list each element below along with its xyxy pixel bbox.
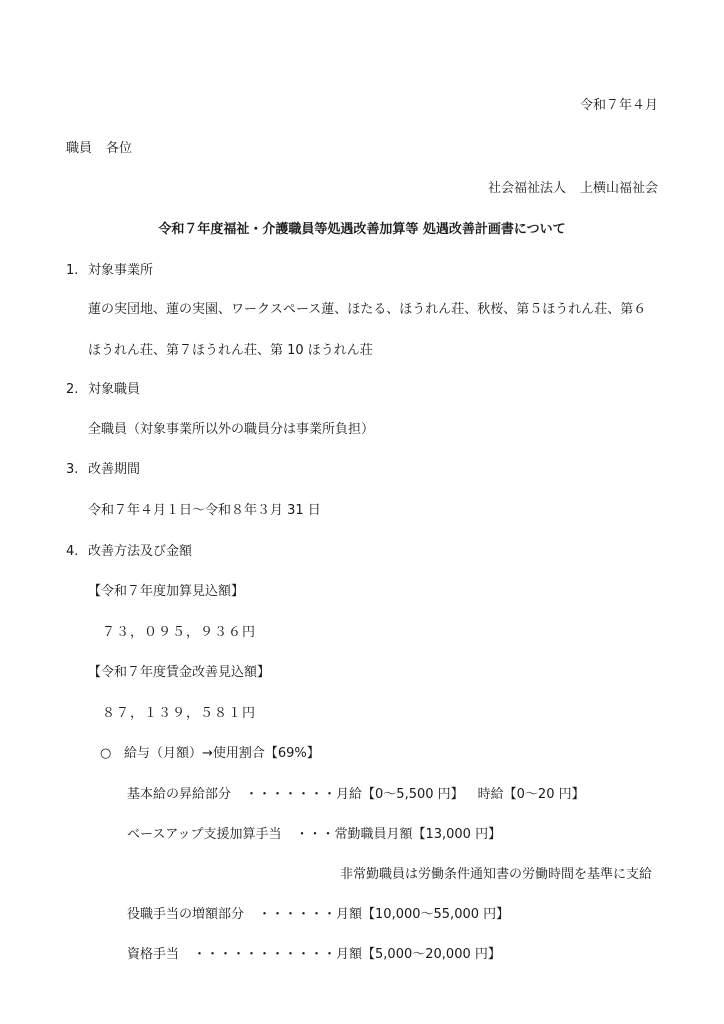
section-3-title: 改善期間	[88, 462, 141, 477]
addressee	[66, 140, 132, 158]
salary-item-dots: ・・・・・・・	[245, 787, 337, 802]
addressee-suffix: 各位	[106, 141, 133, 156]
sender-name: 上横山福祉会	[579, 181, 658, 196]
salary-note: 非常勤職員は労働条件通知書の労働時間を基準に支給	[339, 867, 652, 882]
salary-item-position-allowance	[127, 906, 509, 924]
section-1-heading	[66, 262, 153, 280]
salary-item-label: 基本給の昇給部分	[127, 787, 232, 802]
addressee-label: 職員	[66, 141, 93, 156]
salary-heading-text: 給与（月額）→使用割合【69%】	[124, 746, 320, 761]
salary-item-value: 月額【10,000～55,000 円】	[336, 907, 510, 922]
section-1-line-1: 蓮の実団地、蓮の実園、ワークスペース蓮、ほたる、ほうれん荘、秋桜、第５ほうれん荘、第６	[88, 302, 647, 317]
section-3-number: 3.	[66, 462, 79, 477]
salary-item-base-up	[127, 826, 501, 844]
salary-item-value: 常勤職員月額【13,000 円】	[334, 827, 502, 842]
section-3-line-1: 令和７年４月１日～令和８年３月 31 日	[88, 503, 321, 518]
salary-item-value: 月給【0～5,500 円】	[336, 787, 464, 802]
salary-item-label: 資格手当	[127, 947, 180, 962]
section-1-number: 1.	[66, 263, 79, 278]
sender-org: 社会福祉法人	[487, 181, 566, 196]
section-2-line-1: 全職員（対象事業所以外の職員分は事業所負担）	[88, 422, 375, 437]
document-date: 令和７年４月	[579, 98, 658, 113]
salary-item-dots: ・・・・・・・・・・・	[193, 947, 337, 962]
salary-item-extra: 時給【0～20 円】	[477, 787, 585, 802]
section-1-title: 対象事業所	[88, 263, 154, 278]
salary-item-label: ベースアップ支援加算手当	[127, 827, 282, 842]
section-4-number: 4.	[66, 544, 79, 559]
section-2-title: 対象職員	[88, 382, 141, 397]
wage-value: ８７，１３９，５８１円	[102, 706, 257, 721]
circle-bullet-icon: ○	[100, 746, 112, 761]
salary-item-dots: ・・・	[295, 827, 335, 842]
section-4-title: 改善方法及び金額	[88, 544, 193, 559]
document-title: 令和７年度福祉・介護職員等処遇改善加算等 処遇改善計画書について	[158, 222, 566, 237]
salary-item-qualification-allowance	[127, 946, 501, 964]
wage-label: 【令和７年度賃金改善見込額】	[88, 665, 271, 680]
salary-item-value: 月額【5,000～20,000 円】	[336, 947, 501, 962]
salary-item-label: 役職手当の増額部分	[127, 907, 245, 922]
section-4-heading	[66, 543, 192, 561]
section-2-number: 2.	[66, 382, 79, 397]
salary-item-base-raise	[127, 786, 585, 804]
sender	[488, 180, 658, 198]
section-3-heading	[66, 461, 140, 479]
salary-item-dots: ・・・・・・	[258, 907, 337, 922]
estimate-label: 【令和７年度加算見込額】	[88, 584, 245, 599]
section-2-heading	[66, 381, 140, 399]
salary-heading	[100, 745, 320, 763]
estimate-value: ７３，０９５，９３６円	[102, 625, 257, 640]
section-1-line-2: ほうれん荘、第７ほうれん荘、第 10 ほうれん荘	[88, 343, 373, 358]
